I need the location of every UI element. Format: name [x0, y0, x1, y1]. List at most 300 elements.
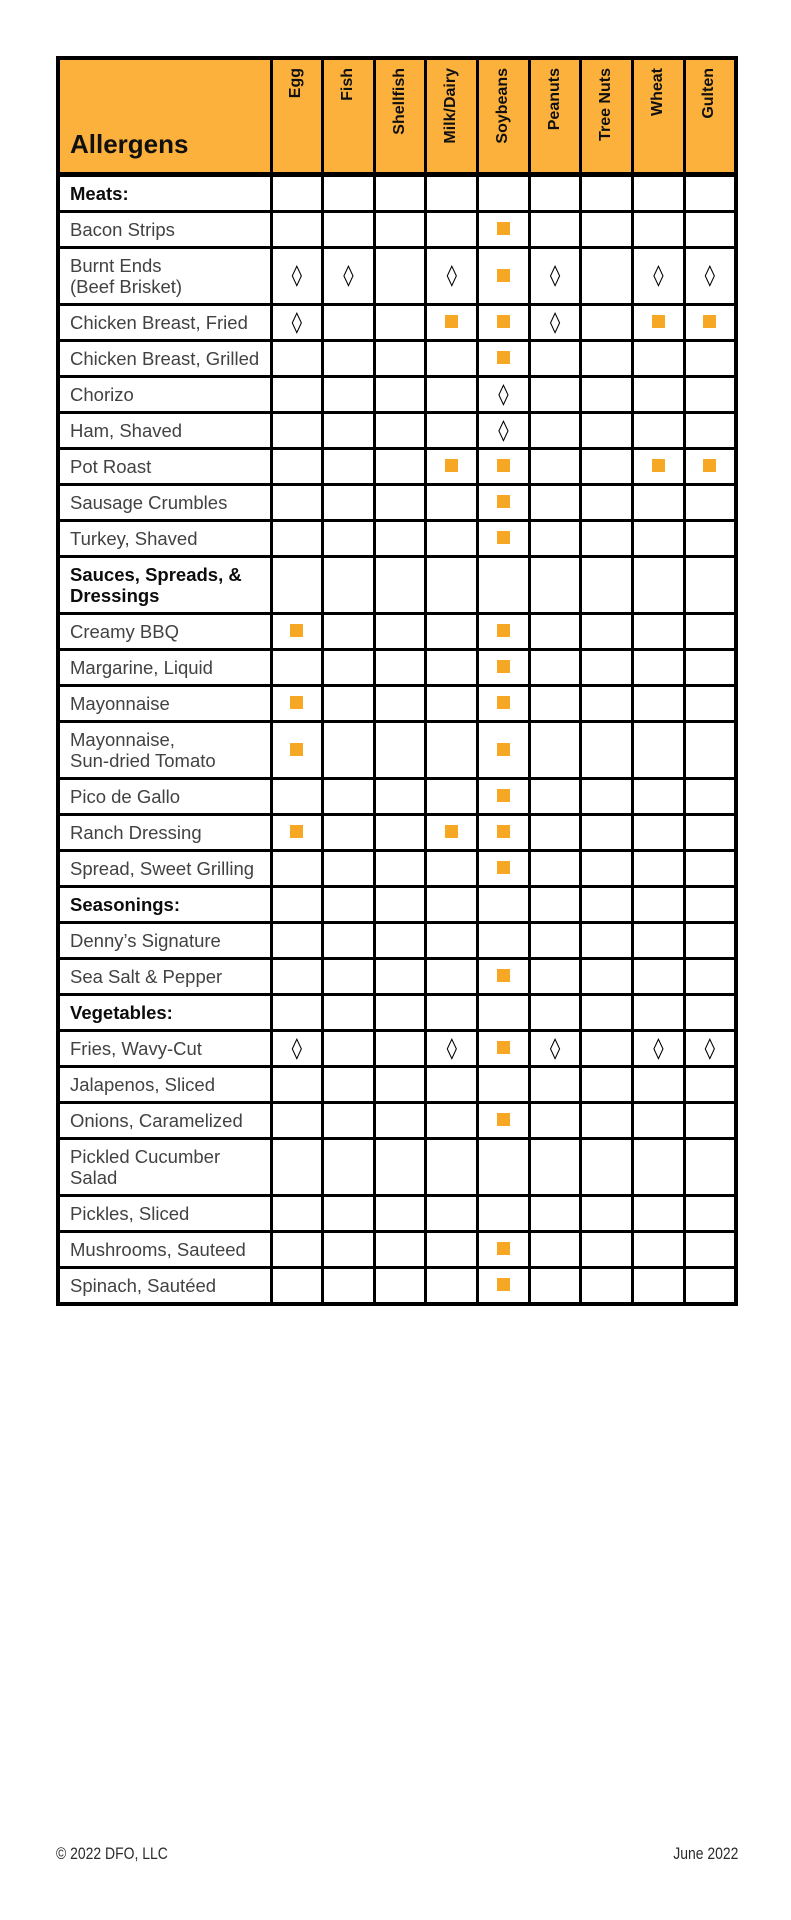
mark-cell: [684, 247, 736, 304]
mark-cell: [478, 1030, 530, 1066]
mark-cell: [633, 886, 685, 922]
mark-cell: [374, 613, 426, 649]
mark-cell: [684, 922, 736, 958]
may-contain-diamond-icon: ◊: [549, 263, 561, 287]
mark-cell: [323, 814, 375, 850]
mark-cell: [684, 814, 736, 850]
row-label: Mayonnaise: [58, 685, 271, 721]
mark-cell: [581, 1231, 633, 1267]
may-contain-diamond-icon: ◊: [343, 263, 354, 287]
mark-cell: [323, 958, 375, 994]
row-label: Bacon Strips: [58, 211, 271, 247]
mark-cell: [633, 211, 685, 247]
mark-cell: [323, 994, 375, 1030]
mark-cell: [374, 376, 426, 412]
mark-cell: [426, 304, 478, 340]
row-label: Burnt Ends (Beef Brisket): [58, 247, 271, 304]
mark-cell: [323, 1231, 375, 1267]
mark-cell: [271, 304, 323, 340]
contains-square-icon: [497, 743, 510, 756]
item-row: [58, 922, 736, 958]
contains-square-icon: [497, 969, 510, 982]
mark-cell: [633, 958, 685, 994]
mark-cell: [478, 778, 530, 814]
mark-cell: [271, 886, 323, 922]
item-row: [58, 613, 736, 649]
mark-cell: [684, 556, 736, 613]
mark-cell: [478, 685, 530, 721]
mark-cell: [271, 778, 323, 814]
column-header-shellfish: [374, 58, 426, 174]
contains-square-icon: [290, 624, 303, 637]
mark-cell: [374, 1231, 426, 1267]
mark-cell: [684, 850, 736, 886]
mark-cell: [374, 1030, 426, 1066]
mark-cell: [374, 484, 426, 520]
mark-cell: [271, 685, 323, 721]
mark-cell: [581, 484, 633, 520]
mark-cell: [426, 1231, 478, 1267]
mark-cell: [529, 886, 581, 922]
mark-cell: [323, 685, 375, 721]
contains-square-icon: [497, 624, 510, 637]
row-label: Sea Salt & Pepper: [58, 958, 271, 994]
mark-cell: [374, 814, 426, 850]
mark-cell: [633, 1102, 685, 1138]
mark-cell: [478, 1138, 530, 1195]
mark-cell: [426, 814, 478, 850]
mark-cell: [633, 721, 685, 778]
mark-cell: [271, 1102, 323, 1138]
section-row: [58, 174, 736, 211]
mark-cell: [271, 247, 323, 304]
mark-cell: [529, 484, 581, 520]
mark-cell: [684, 649, 736, 685]
contains-square-icon: [497, 269, 510, 282]
mark-cell: [271, 814, 323, 850]
mark-cell: [374, 1267, 426, 1304]
may-contain-diamond-icon: ◊: [549, 309, 561, 334]
mark-cell: [529, 1030, 581, 1066]
mark-cell: [478, 1066, 530, 1102]
contains-square-icon: [497, 315, 510, 328]
mark-cell: [374, 685, 426, 721]
contains-square-icon: [497, 495, 510, 508]
mark-cell: [271, 448, 323, 484]
mark-cell: [633, 685, 685, 721]
item-row: [58, 376, 736, 412]
mark-cell: [633, 1195, 685, 1231]
mark-cell: [374, 886, 426, 922]
contains-square-icon: [497, 696, 510, 709]
mark-cell: [271, 1195, 323, 1231]
item-row: [58, 649, 736, 685]
item-row: [58, 520, 736, 556]
row-label: Pickled Cucumber Salad: [58, 1138, 271, 1195]
mark-cell: [271, 721, 323, 778]
mark-cell: [529, 211, 581, 247]
item-row: [58, 1195, 736, 1231]
mark-cell: [684, 1231, 736, 1267]
mark-cell: [323, 778, 375, 814]
mark-cell: [374, 649, 426, 685]
item-row: [58, 1066, 736, 1102]
mark-cell: [374, 778, 426, 814]
column-header-label: Milk/Dairy: [442, 68, 460, 144]
section-row: [58, 994, 736, 1030]
mark-cell: [323, 649, 375, 685]
section-label: Sauces, Spreads, & Dressings: [58, 556, 271, 613]
mark-cell: [426, 340, 478, 376]
mark-cell: [323, 850, 375, 886]
mark-cell: [633, 484, 685, 520]
mark-cell: [633, 613, 685, 649]
mark-cell: [374, 1138, 426, 1195]
mark-cell: [684, 685, 736, 721]
mark-cell: [374, 1195, 426, 1231]
mark-cell: [478, 1267, 530, 1304]
may-contain-diamond-icon: ◊: [291, 1035, 303, 1060]
mark-cell: [529, 1102, 581, 1138]
contains-square-icon: [703, 315, 716, 328]
may-contain-diamond-icon: ◊: [653, 263, 664, 287]
mark-cell: [684, 340, 736, 376]
row-label: Ranch Dressing: [58, 814, 271, 850]
may-contain-diamond-icon: ◊: [498, 417, 509, 442]
mark-cell: [478, 412, 530, 448]
mark-cell: [271, 484, 323, 520]
mark-cell: [633, 814, 685, 850]
item-row: [58, 685, 736, 721]
mark-cell: [271, 1066, 323, 1102]
may-contain-diamond-icon: ◊: [704, 263, 716, 287]
mark-cell: [374, 922, 426, 958]
row-label: Onions, Caramelized: [58, 1102, 271, 1138]
mark-cell: [581, 649, 633, 685]
mark-cell: [684, 778, 736, 814]
mark-cell: [478, 247, 530, 304]
mark-cell: [581, 1030, 633, 1066]
mark-cell: [478, 174, 530, 211]
mark-cell: [323, 1102, 375, 1138]
mark-cell: [581, 958, 633, 994]
mark-cell: [581, 1138, 633, 1195]
mark-cell: [271, 922, 323, 958]
mark-cell: [478, 886, 530, 922]
mark-cell: [323, 412, 375, 448]
column-header-label: Egg: [287, 68, 305, 99]
contains-square-icon: [497, 222, 510, 235]
mark-cell: [478, 556, 530, 613]
column-header-milk-dairy: [426, 58, 478, 174]
contains-square-icon: [497, 660, 510, 673]
mark-cell: [684, 1195, 736, 1231]
mark-cell: [684, 886, 736, 922]
mark-cell: [529, 814, 581, 850]
mark-cell: [323, 520, 375, 556]
contains-square-icon: [497, 861, 510, 874]
mark-cell: [426, 1102, 478, 1138]
may-contain-diamond-icon: ◊: [704, 1035, 716, 1060]
mark-cell: [426, 994, 478, 1030]
mark-cell: [374, 1066, 426, 1102]
mark-cell: [426, 1138, 478, 1195]
mark-cell: [323, 1267, 375, 1304]
item-row: [58, 1030, 736, 1066]
row-label: Turkey, Shaved: [58, 520, 271, 556]
mark-cell: [426, 448, 478, 484]
contains-square-icon: [497, 459, 510, 472]
mark-cell: [581, 448, 633, 484]
mark-cell: [529, 174, 581, 211]
contains-square-icon: [290, 696, 303, 709]
mark-cell: [374, 174, 426, 211]
mark-cell: [633, 556, 685, 613]
mark-cell: [684, 484, 736, 520]
mark-cell: [633, 1267, 685, 1304]
mark-cell: [684, 376, 736, 412]
mark-cell: [426, 556, 478, 613]
mark-cell: [426, 886, 478, 922]
mark-cell: [323, 484, 375, 520]
mark-cell: [323, 886, 375, 922]
mark-cell: [633, 850, 685, 886]
mark-cell: [426, 484, 478, 520]
mark-cell: [271, 340, 323, 376]
mark-cell: [478, 448, 530, 484]
column-header-wheat: [633, 58, 685, 174]
mark-cell: [426, 174, 478, 211]
column-header-soybeans: [478, 58, 530, 174]
mark-cell: [529, 1231, 581, 1267]
contains-square-icon: [445, 315, 458, 328]
mark-cell: [633, 174, 685, 211]
mark-cell: [529, 1195, 581, 1231]
mark-cell: [529, 304, 581, 340]
contains-square-icon: [497, 1242, 510, 1255]
mark-cell: [478, 649, 530, 685]
section-label: Vegetables:: [58, 994, 271, 1030]
row-label: Margarine, Liquid: [58, 649, 271, 685]
mark-cell: [478, 340, 530, 376]
mark-cell: [323, 376, 375, 412]
copyright-text: © 2022 DFO, LLC: [56, 1844, 168, 1863]
may-contain-diamond-icon: ◊: [291, 263, 303, 287]
row-label: Mushrooms, Sauteed: [58, 1231, 271, 1267]
mark-cell: [426, 247, 478, 304]
mark-cell: [529, 1066, 581, 1102]
mark-cell: [426, 958, 478, 994]
mark-cell: [271, 556, 323, 613]
row-label: Chicken Breast, Grilled: [58, 340, 271, 376]
mark-cell: [478, 814, 530, 850]
item-row: [58, 850, 736, 886]
row-label: Spread, Sweet Grilling: [58, 850, 271, 886]
mark-cell: [581, 685, 633, 721]
column-header-fish: [323, 58, 375, 174]
mark-cell: [581, 814, 633, 850]
mark-cell: [478, 304, 530, 340]
mark-cell: [684, 520, 736, 556]
mark-cell: [529, 958, 581, 994]
mark-cell: [684, 1030, 736, 1066]
mark-cell: [478, 994, 530, 1030]
mark-cell: [633, 1138, 685, 1195]
mark-cell: [581, 922, 633, 958]
mark-cell: [529, 520, 581, 556]
mark-cell: [374, 211, 426, 247]
mark-cell: [633, 922, 685, 958]
row-label: Ham, Shaved: [58, 412, 271, 448]
mark-cell: [426, 520, 478, 556]
may-contain-diamond-icon: ◊: [498, 381, 509, 406]
may-contain-diamond-icon: ◊: [291, 309, 303, 334]
contains-square-icon: [497, 531, 510, 544]
contains-square-icon: [652, 315, 665, 328]
mark-cell: [581, 1066, 633, 1102]
mark-cell: [271, 1138, 323, 1195]
mark-cell: [478, 376, 530, 412]
mark-cell: [529, 778, 581, 814]
mark-cell: [271, 412, 323, 448]
item-row: [58, 247, 736, 304]
mark-cell: [323, 304, 375, 340]
mark-cell: [426, 376, 478, 412]
mark-cell: [478, 484, 530, 520]
mark-cell: [374, 412, 426, 448]
mark-cell: [271, 613, 323, 649]
mark-cell: [581, 850, 633, 886]
contains-square-icon: [497, 789, 510, 802]
mark-cell: [581, 1102, 633, 1138]
mark-cell: [478, 1102, 530, 1138]
mark-cell: [684, 1138, 736, 1195]
mark-cell: [374, 247, 426, 304]
item-row: [58, 721, 736, 778]
row-label: Pico de Gallo: [58, 778, 271, 814]
mark-cell: [323, 1030, 375, 1066]
revision-date: June 2022: [672, 1844, 738, 1863]
mark-cell: [581, 613, 633, 649]
section-label: Meats:: [58, 174, 271, 211]
mark-cell: [426, 1066, 478, 1102]
row-label: Sausage Crumbles: [58, 484, 271, 520]
column-header-label: Fish: [339, 68, 357, 101]
mark-cell: [478, 922, 530, 958]
mark-cell: [271, 958, 323, 994]
mark-cell: [271, 520, 323, 556]
mark-cell: [684, 613, 736, 649]
row-label: Denny’s Signature: [58, 922, 271, 958]
mark-cell: [581, 247, 633, 304]
item-row: [58, 778, 736, 814]
column-header-label: Soybeans: [494, 68, 512, 144]
mark-cell: [529, 1267, 581, 1304]
mark-cell: [323, 1195, 375, 1231]
mark-cell: [633, 376, 685, 412]
contains-square-icon: [652, 459, 665, 472]
mark-cell: [581, 886, 633, 922]
item-row: [58, 304, 736, 340]
item-row: [58, 958, 736, 994]
mark-cell: [478, 958, 530, 994]
mark-cell: [323, 448, 375, 484]
mark-cell: [633, 247, 685, 304]
mark-cell: [271, 850, 323, 886]
mark-cell: [374, 520, 426, 556]
mark-cell: [323, 721, 375, 778]
row-label: Creamy BBQ: [58, 613, 271, 649]
mark-cell: [478, 850, 530, 886]
item-row: [58, 211, 736, 247]
table-header: [58, 58, 736, 174]
column-header-tree-nuts: [581, 58, 633, 174]
item-row: [58, 1102, 736, 1138]
mark-cell: [684, 1066, 736, 1102]
mark-cell: [529, 376, 581, 412]
row-label: Fries, Wavy-Cut: [58, 1030, 271, 1066]
mark-cell: [529, 922, 581, 958]
mark-cell: [581, 412, 633, 448]
mark-cell: [374, 448, 426, 484]
mark-cell: [529, 247, 581, 304]
mark-cell: [684, 1102, 736, 1138]
mark-cell: [581, 721, 633, 778]
mark-cell: [529, 448, 581, 484]
contains-square-icon: [497, 351, 510, 364]
mark-cell: [529, 649, 581, 685]
mark-cell: [529, 685, 581, 721]
mark-cell: [581, 211, 633, 247]
mark-cell: [426, 1267, 478, 1304]
mark-cell: [323, 922, 375, 958]
mark-cell: [478, 613, 530, 649]
mark-cell: [323, 247, 375, 304]
mark-cell: [581, 1267, 633, 1304]
mark-cell: [633, 1066, 685, 1102]
mark-cell: [374, 994, 426, 1030]
item-row: [58, 484, 736, 520]
mark-cell: [323, 556, 375, 613]
mark-cell: [478, 1231, 530, 1267]
contains-square-icon: [290, 743, 303, 756]
column-header-peanuts: [529, 58, 581, 174]
section-row: [58, 886, 736, 922]
mark-cell: [633, 340, 685, 376]
column-header-label: Gulten: [700, 68, 718, 119]
mark-cell: [684, 721, 736, 778]
row-label: Jalapenos, Sliced: [58, 1066, 271, 1102]
mark-cell: [271, 994, 323, 1030]
mark-cell: [581, 174, 633, 211]
row-label: Chorizo: [58, 376, 271, 412]
mark-cell: [581, 778, 633, 814]
mark-cell: [529, 721, 581, 778]
column-header-gulten: [684, 58, 736, 174]
row-label: Spinach, Sautéed: [58, 1267, 271, 1304]
mark-cell: [374, 721, 426, 778]
item-row: [58, 1231, 736, 1267]
mark-cell: [323, 613, 375, 649]
mark-cell: [633, 412, 685, 448]
mark-cell: [478, 1195, 530, 1231]
mark-cell: [633, 448, 685, 484]
mark-cell: [529, 1138, 581, 1195]
mark-cell: [581, 304, 633, 340]
mark-cell: [478, 721, 530, 778]
section-row: [58, 556, 736, 613]
item-row: [58, 1267, 736, 1304]
